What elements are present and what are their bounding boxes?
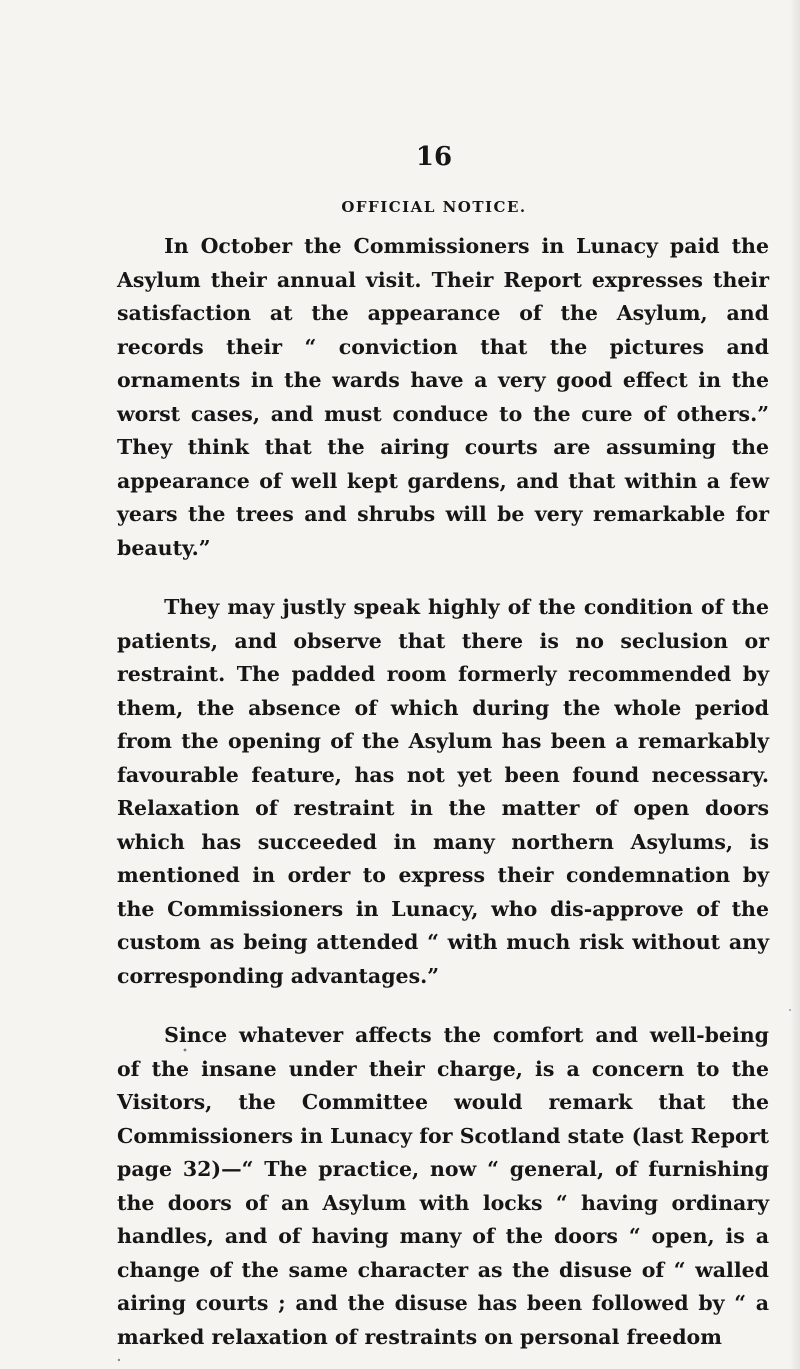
paragraph-1: In October the Commissioners in Lunacy paid the Asylum their annual visit. Their Report expresses their satisfaction at the appearance of the Asylum, and records their “ conviction that the pictures and ornaments in the wards have a very good effect in the worst cases, and must conduce to the cure of others.” They think that the airing courts are assuming the appearance of well kept gardens, and that within a few years the trees and shrubs will be very remarkable for beauty.”: [117, 234, 769, 560]
page-number: 16: [415, 142, 453, 172]
paragraph-2: They may justly speak highly of the condition of the patients, and observe that there is no seclusion or restraint. The padded room formerly recommended by them, the absence of which during the whole period from the opening of the Asylum has been a remarkably favourable feature, has not yet been found necessary. Relaxation of restraint in the matter of open doors which has succeeded in many northern Asylums, is mentioned in order to express their condemnation by the Commissioners in Lunacy, who dis-approve of the custom as being attended “ with much risk without any corresponding advantages.”: [117, 595, 769, 988]
section-heading: OFFICIAL NOTICE.: [341, 198, 527, 216]
paragraph-3: Since whatever affects the comfort and well-being of the insane under their charge, is a concern to the Visitors, the Committee would remark that the Commissioners in Lunacy for Scotland state (last Report page 32)—“ The practice, now “ general, of furnishing the doors of an Asylum with locks “ having ordinary handles, and of having many of the doors “ open, is a change of the same character as the disuse of “ walled airing courts ; and the disuse has been followed by “ a marked relaxation of restraints on personal freedom: [117, 1023, 769, 1349]
